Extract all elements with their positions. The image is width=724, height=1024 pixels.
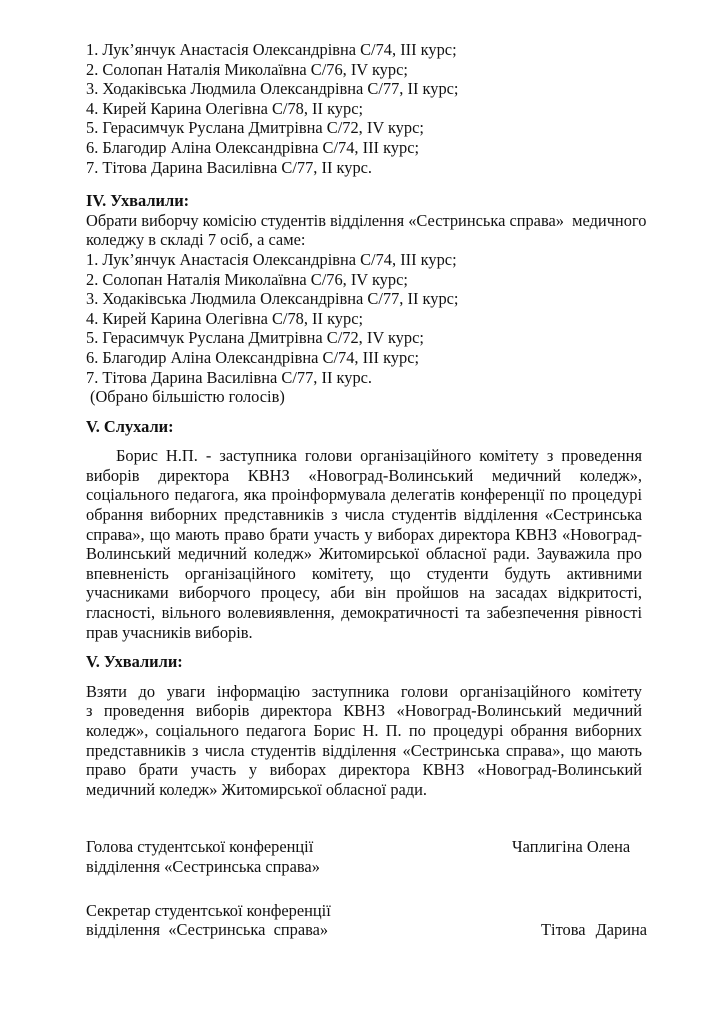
signature-title: Голова студентської конференції: [86, 837, 314, 857]
paragraph-line: коледж», соціального педагога Борис Н. П. по процедурі обрання виборних: [86, 721, 642, 740]
list-item: 6. Благодир Аліна Олександрівна С/74, ІІІ курс;: [86, 347, 420, 367]
section-5-heard: [86, 417, 642, 643]
paragraph-line: з проведення виборів директора КВНЗ «Новоград-Волинський медичний: [86, 701, 642, 721]
paragraph-line: Борис Н.П. - заступника голови організаційного комітету з проведення: [116, 446, 642, 466]
section-heading: IV. Ухвалили:: [86, 191, 190, 211]
list-item: 7. Тітова Дарина Василівна С/77, ІІ курс.: [86, 157, 373, 177]
paragraph-line: учасниками виборчого процесу, аби він пройшов на засадах відкритості,: [86, 583, 642, 603]
paragraph-line: Волинський медичний коледж» Житомирської обласної ради. Зауважила про: [86, 544, 642, 564]
list-item: 7. Тітова Дарина Василівна С/77, ІІ курс.: [86, 367, 373, 387]
list-item: 1. Лук’янчук Анастасія Олександрівна С/74, ІІІ курс;: [86, 40, 457, 59]
document-page: [86, 40, 648, 940]
signature-block-chair: [86, 837, 642, 876]
section-5-resolved: [86, 652, 642, 799]
signature-title: Секретар студентської конференції: [86, 900, 331, 920]
paragraph-line: обрання виборних представників з числа студентів відділення «Сестринська: [86, 505, 642, 525]
signature-name: Тітова Дарина: [541, 920, 648, 940]
list-item: 6. Благодир Аліна Олександрівна С/74, ІІІ курс;: [86, 137, 420, 157]
list-item: 3. Ходаківська Людмила Олександрівна С/77, ІІ курс;: [86, 289, 459, 309]
list-item: 4. Кирей Карина Олегівна С/78, ІІ курс;: [86, 98, 364, 118]
paragraph-line: коледжу в складі 7 осіб, а саме:: [86, 230, 306, 250]
signature-title: відділення «Сестринська справа»: [86, 856, 320, 876]
list-item: 2. Солопан Наталія Миколаївна С/76, ІV курс;: [86, 59, 408, 79]
paragraph-line: право брати участь у виборах директора КВНЗ «Новоград-Волинський: [86, 760, 642, 780]
section-4-resolved: [86, 191, 647, 407]
paragraph-line: гласності, вільного волевиявлення, демократичності та забезпечення рівності: [86, 603, 642, 623]
paragraph-line: медичний коледж» Житомирської обласної ради.: [86, 779, 428, 799]
member-list: [86, 40, 642, 177]
paragraph-line: Взяти до уваги інформацію заступника голови організаційного комітету: [86, 681, 642, 701]
paragraph-line: прав учасників виборів.: [86, 622, 253, 642]
signature-title: відділення «Сестринська справа»: [86, 920, 329, 940]
signature-name: Чаплигіна Олена: [512, 837, 631, 857]
paragraph-line: справа», що мають право брати участь у виборах директора КВНЗ «Новоград-: [86, 524, 642, 544]
list-item: 5. Герасимчук Руслана Дмитрівна С/72, ІV курс;: [86, 118, 424, 138]
paragraph-line: соціального педагога, яка проінформувала делегатів конференції по процедурі: [86, 485, 642, 505]
paragraph-line: виборів директора КВНЗ «Новоград-Волинський медичний коледж»,: [86, 465, 642, 485]
list-item: 2. Солопан Наталія Миколаївна С/76, ІV курс;: [86, 269, 408, 289]
list-item: 4. Кирей Карина Олегівна С/78, ІІ курс;: [86, 308, 364, 328]
paragraph-line: Обрати виборчу комісію студентів відділення «Сестринська справа» медичного: [86, 210, 647, 230]
list-item: 3. Ходаківська Людмила Олександрівна С/77, ІІ курс;: [86, 79, 459, 99]
paragraph-line: впевненість організаційного комітету, що студенти будуть активними: [86, 563, 642, 583]
section-heading: V. Ухвалили:: [86, 652, 183, 672]
signature-block-secretary: [86, 900, 648, 940]
list-item: 1. Лук’янчук Анастасія Олександрівна С/74, ІІІ курс;: [86, 249, 457, 269]
list-item: 5. Герасимчук Руслана Дмитрівна С/72, ІV курс;: [86, 328, 424, 348]
section-heading: V. Слухали:: [86, 416, 174, 436]
paragraph-line: представників з числа студентів відділення «Сестринська справа», що мають: [86, 740, 642, 760]
vote-result: (Обрано більшістю голосів): [90, 387, 285, 407]
